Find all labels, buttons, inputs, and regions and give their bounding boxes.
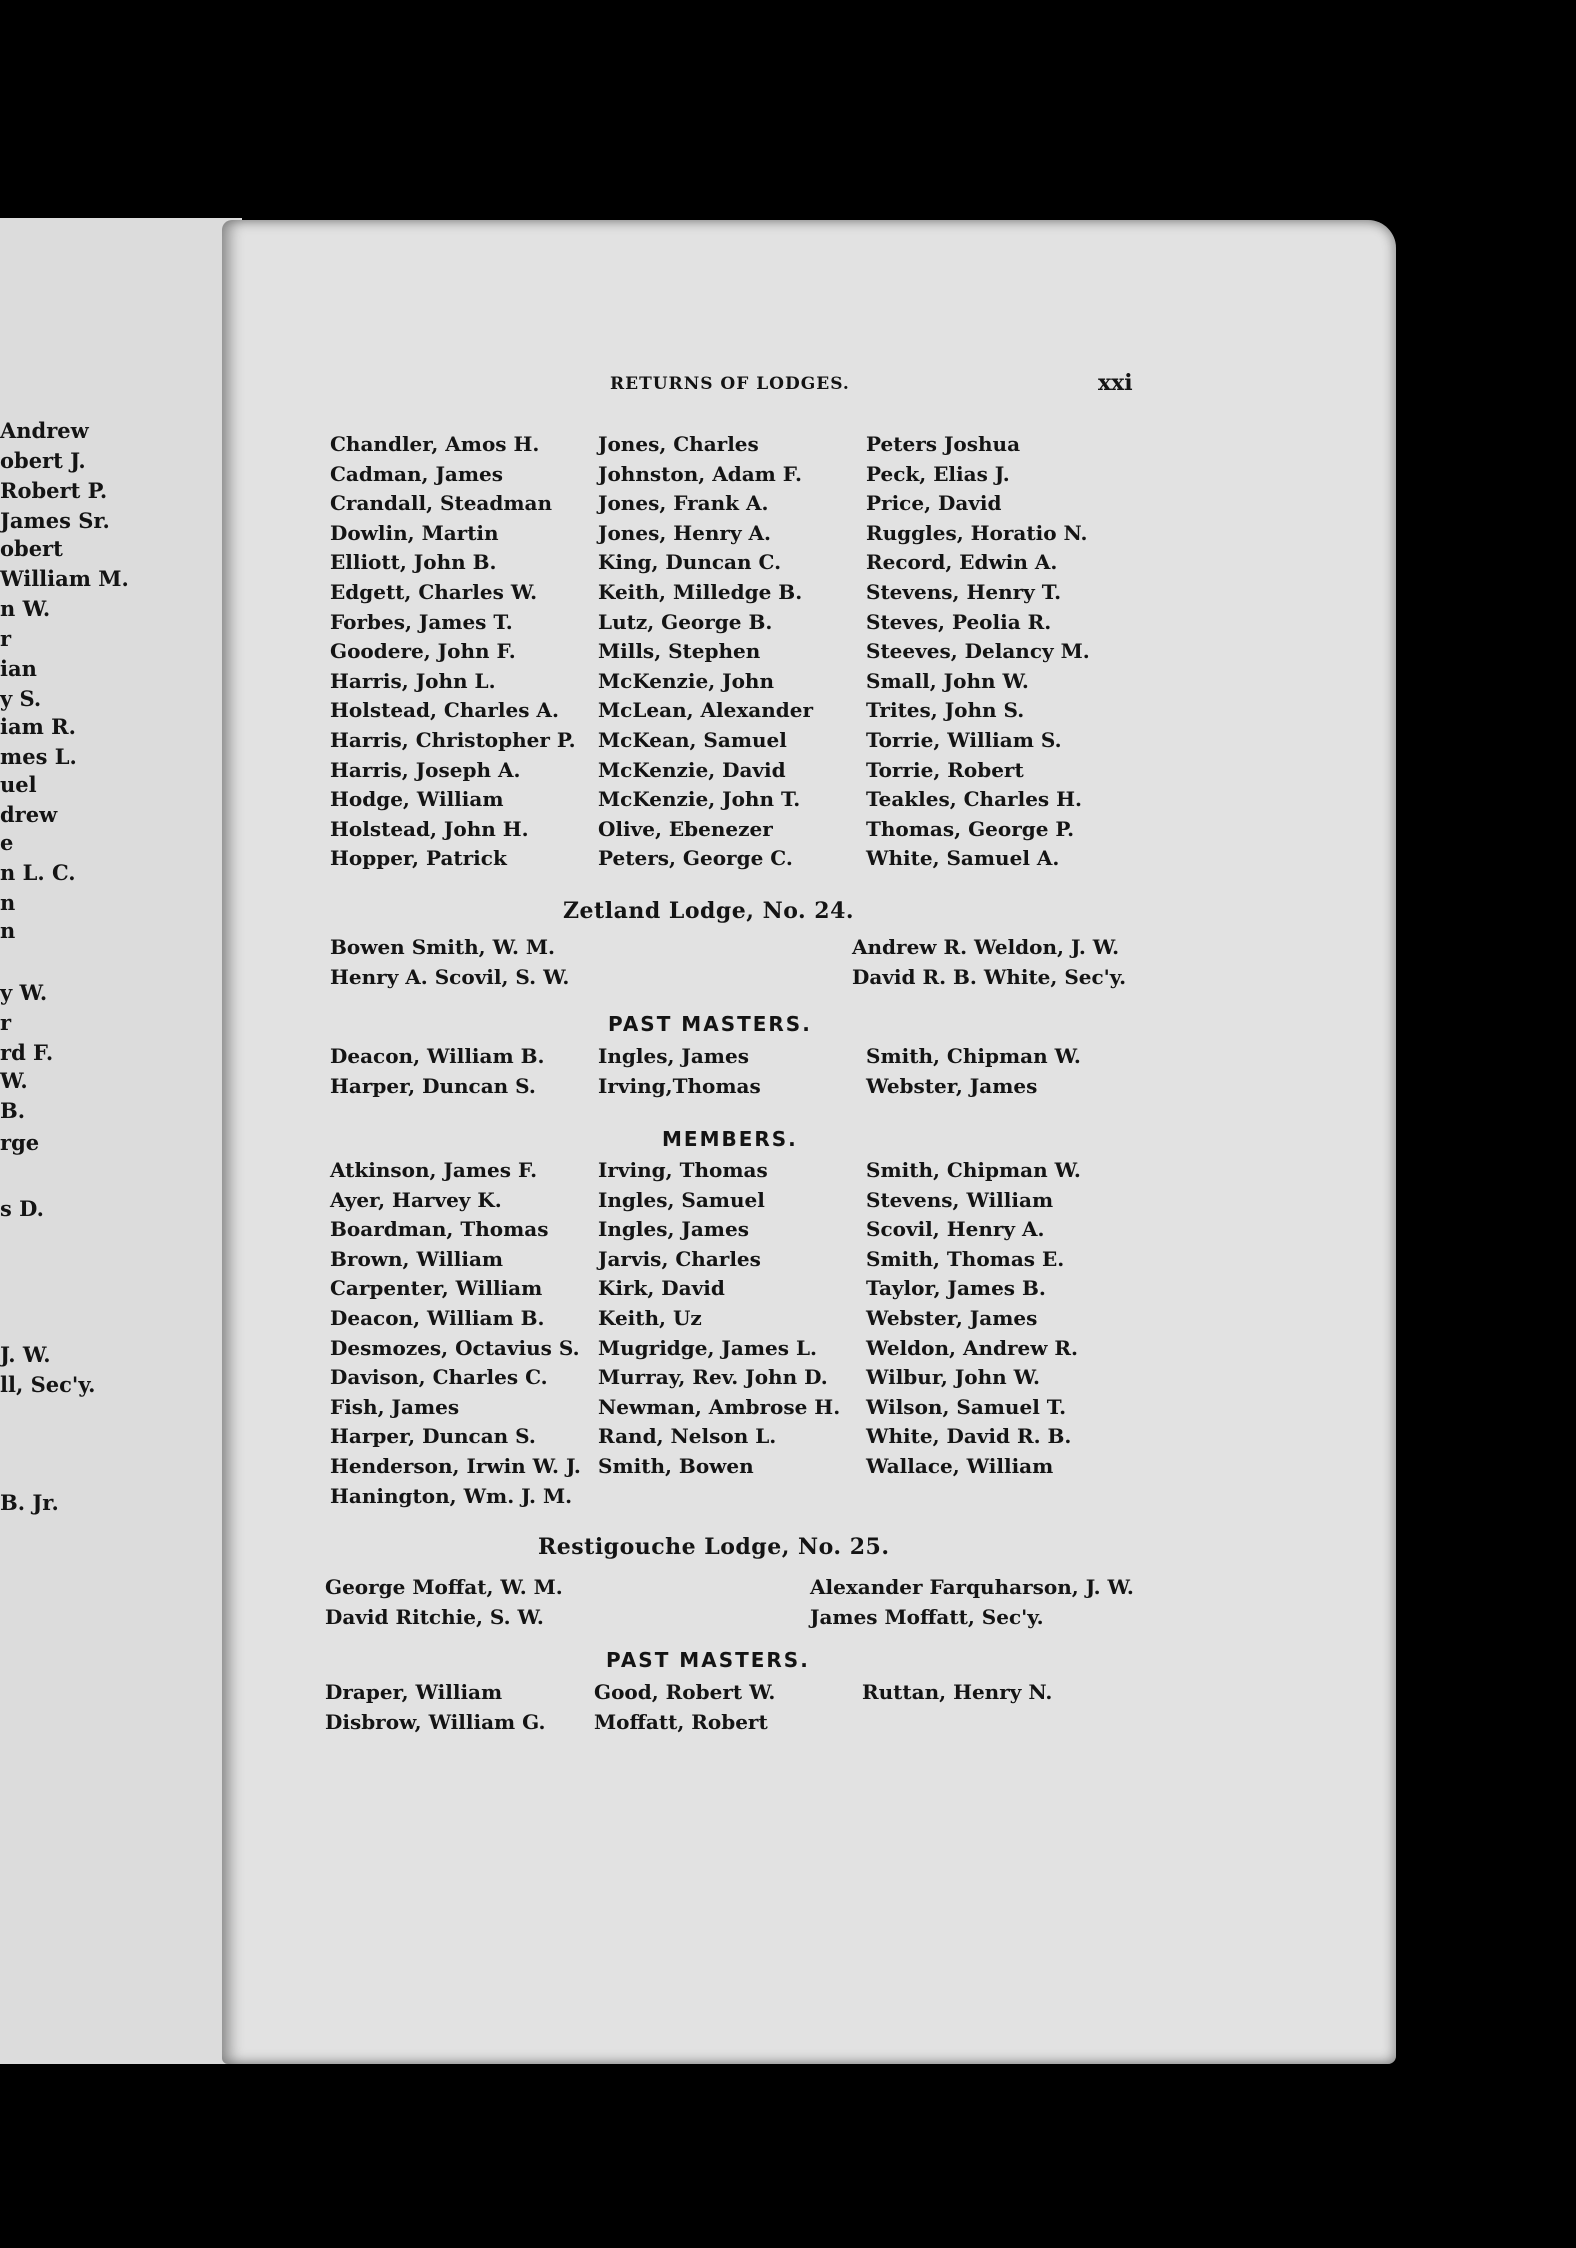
name-entry: Deacon, William B. xyxy=(330,1305,545,1330)
zetland-members-col1 xyxy=(330,1156,581,1511)
name-entry: Rand, Nelson L. xyxy=(598,1424,777,1449)
name-entry: Disbrow, William G. xyxy=(325,1709,546,1734)
name-entry: Steeves, Delancy M. xyxy=(866,639,1090,664)
name-entry: Peters Joshua xyxy=(866,432,1021,456)
name-entry: Irving, Thomas xyxy=(598,1158,768,1182)
name-entry: McKenzie, David xyxy=(598,757,786,782)
restigouche-junior-warden: Alexander Farquharson, J. W. xyxy=(810,1575,1134,1599)
name-entry: Smith, Thomas E. xyxy=(866,1246,1065,1271)
name-entry: Fish, James xyxy=(330,1394,460,1419)
zetland-secretary: David R. B. White, Sec'y. xyxy=(852,965,1127,989)
left-page-text: obert xyxy=(0,536,63,561)
left-page-text: Andrew xyxy=(0,418,89,443)
name-entry: Ingles, Samuel xyxy=(598,1187,765,1212)
zetland-worshipful-master: Bowen Smith, W. M. xyxy=(330,935,555,959)
left-page-text: drew xyxy=(0,802,58,827)
name-entry: Torrie, Robert xyxy=(866,757,1024,782)
page-number: xxi xyxy=(1098,370,1133,396)
left-page-text: mes L. xyxy=(0,744,77,769)
lodge-heading-restigouche: Restigouche Lodge, No. 25. xyxy=(538,1534,890,1560)
name-entry: Atkinson, James F. xyxy=(330,1158,538,1182)
name-entry: Keith, Milledge B. xyxy=(598,579,803,604)
left-page-text: n xyxy=(0,918,16,943)
name-entry: Edgett, Charles W. xyxy=(330,579,538,604)
name-entry: Jones, Charles xyxy=(598,432,759,456)
left-page-text: e xyxy=(0,830,14,855)
name-entry: Johnston, Adam F. xyxy=(598,461,802,486)
name-entry: Ingles, James xyxy=(598,1044,749,1068)
zetland-members-heading: MEMBERS. xyxy=(662,1127,798,1151)
name-entry: Good, Robert W. xyxy=(594,1680,776,1704)
left-page-text: y W. xyxy=(0,980,48,1005)
name-entry: Jarvis, Charles xyxy=(598,1246,761,1271)
name-entry: McKenzie, John xyxy=(598,668,775,693)
name-entry: Cadman, James xyxy=(330,461,504,486)
left-page-text: n L. C. xyxy=(0,860,76,885)
name-entry: Weldon, Andrew R. xyxy=(866,1335,1079,1360)
name-entry: Steves, Peolia R. xyxy=(866,609,1052,634)
zetland-senior-warden: Henry A. Scovil, S. W. xyxy=(330,965,570,989)
name-entry: McLean, Alexander xyxy=(598,698,814,723)
left-page-text: iam R. xyxy=(0,714,76,739)
name-entry: Murray, Rev. John D. xyxy=(598,1365,828,1390)
lodge-heading-zetland: Zetland Lodge, No. 24. xyxy=(563,898,855,924)
name-entry: Jones, Frank A. xyxy=(598,491,769,516)
left-page-text: B. Jr. xyxy=(0,1490,59,1515)
name-entry: Jones, Henry A. xyxy=(598,520,772,545)
name-entry: Stevens, William xyxy=(866,1187,1054,1212)
name-entry: Irving,Thomas xyxy=(598,1073,761,1098)
name-entry: Torrie, William S. xyxy=(866,727,1062,752)
left-page-text: s D. xyxy=(0,1196,44,1221)
top-members-col2 xyxy=(598,430,813,874)
name-entry: Harris, John L. xyxy=(330,668,496,693)
left-page-text: James Sr. xyxy=(0,508,110,533)
name-entry: Price, David xyxy=(866,491,1002,516)
name-entry: Davison, Charles C. xyxy=(330,1365,548,1390)
name-entry: Deacon, William B. xyxy=(330,1044,545,1068)
zetland-members-col3 xyxy=(866,1156,1081,1482)
name-entry: Crandall, Steadman xyxy=(330,491,553,516)
name-entry: Carpenter, William xyxy=(330,1276,543,1301)
name-entry: Brown, William xyxy=(330,1246,504,1271)
zetland-junior-warden: Andrew R. Weldon, J. W. xyxy=(852,935,1120,959)
name-entry: Wilson, Samuel T. xyxy=(866,1394,1067,1419)
name-entry: McKenzie, John T. xyxy=(598,787,801,812)
restigouche-past-masters-col3 xyxy=(862,1678,1052,1708)
restigouche-secretary: James Moffatt, Sec'y. xyxy=(810,1605,1044,1629)
name-entry: Chandler, Amos H. xyxy=(330,432,540,456)
restigouche-senior-warden: David Ritchie, S. W. xyxy=(325,1605,544,1629)
name-entry: Dowlin, Martin xyxy=(330,520,499,545)
left-page-text: ian xyxy=(0,656,37,681)
left-page-fragment xyxy=(0,218,242,2064)
name-entry: Small, John W. xyxy=(866,668,1029,693)
name-entry: Smith, Chipman W. xyxy=(866,1158,1081,1182)
name-entry: Keith, Uz xyxy=(598,1305,702,1330)
zetland-past-masters-col3 xyxy=(866,1042,1081,1101)
top-members-col3 xyxy=(866,430,1090,874)
left-page-text: W. xyxy=(0,1068,28,1093)
restigouche-past-masters-heading: PAST MASTERS. xyxy=(606,1648,810,1672)
name-entry: Peck, Elias J. xyxy=(866,461,1010,486)
name-entry: Hodge, William xyxy=(330,787,504,812)
name-entry: Moffatt, Robert xyxy=(594,1709,768,1734)
left-page-text: y S. xyxy=(0,686,42,711)
name-entry: Mills, Stephen xyxy=(598,639,761,664)
name-entry: Thomas, George P. xyxy=(866,816,1075,841)
name-entry: Hanington, Wm. J. M. xyxy=(330,1483,573,1508)
name-entry: King, Duncan C. xyxy=(598,550,782,575)
name-entry: Ruggles, Horatio N. xyxy=(866,520,1088,545)
name-entry: Wallace, William xyxy=(866,1453,1054,1478)
left-page-text: B. xyxy=(0,1098,26,1123)
left-page-text: n xyxy=(0,890,16,915)
name-entry: Olive, Ebenezer xyxy=(598,816,773,841)
name-entry: Ruttan, Henry N. xyxy=(862,1680,1053,1704)
left-page-text: Robert P. xyxy=(0,478,108,503)
name-entry: Stevens, Henry T. xyxy=(866,579,1062,604)
name-entry: Taylor, James B. xyxy=(866,1276,1046,1301)
restigouche-past-masters-col2 xyxy=(594,1678,775,1737)
name-entry: Holstead, Charles A. xyxy=(330,698,559,723)
name-entry: White, David R. B. xyxy=(866,1424,1072,1449)
name-entry: Henderson, Irwin W. J. xyxy=(330,1453,581,1478)
name-entry: Kirk, David xyxy=(598,1276,725,1301)
name-entry: Mugridge, James L. xyxy=(598,1335,817,1360)
name-entry: Draper, William xyxy=(325,1680,503,1704)
name-entry: Smith, Bowen xyxy=(598,1453,754,1478)
left-page-text: William M. xyxy=(0,566,129,591)
zetland-past-masters-heading: PAST MASTERS. xyxy=(608,1012,812,1036)
name-entry: Ayer, Harvey K. xyxy=(330,1187,502,1212)
left-page-text: rd F. xyxy=(0,1040,54,1065)
running-title: RETURNS OF LODGES. xyxy=(610,374,850,394)
name-entry: Hopper, Patrick xyxy=(330,846,507,871)
name-entry: Harris, Joseph A. xyxy=(330,757,521,782)
name-entry: Elliott, John B. xyxy=(330,550,497,575)
name-entry: Goodere, John F. xyxy=(330,639,516,664)
zetland-members-col2 xyxy=(598,1156,840,1482)
name-entry: McKean, Samuel xyxy=(598,727,787,752)
name-entry: Harper, Duncan S. xyxy=(330,1073,536,1098)
name-entry: Harris, Christopher P. xyxy=(330,727,576,752)
left-page-text: J. W. xyxy=(0,1342,51,1367)
name-entry: Peters, George C. xyxy=(598,846,793,871)
name-entry: Holstead, John H. xyxy=(330,816,529,841)
name-entry: Desmozes, Octavius S. xyxy=(330,1335,580,1360)
zetland-past-masters-col2 xyxy=(598,1042,761,1101)
name-entry: White, Samuel A. xyxy=(866,846,1060,871)
restigouche-past-masters-col1 xyxy=(325,1678,546,1737)
name-entry: Boardman, Thomas xyxy=(330,1217,549,1242)
name-entry: Webster, James xyxy=(866,1073,1038,1098)
left-page-text: r xyxy=(0,626,12,651)
left-page-text: r xyxy=(0,1010,12,1035)
name-entry: Wilbur, John W. xyxy=(866,1365,1040,1390)
name-entry: Newman, Ambrose H. xyxy=(598,1394,841,1419)
zetland-past-masters-col1 xyxy=(330,1042,544,1101)
name-entry: Harper, Duncan S. xyxy=(330,1424,536,1449)
name-entry: Ingles, James xyxy=(598,1217,749,1242)
name-entry: Smith, Chipman W. xyxy=(866,1044,1081,1068)
name-entry: Trites, John S. xyxy=(866,698,1025,723)
left-page-text: uel xyxy=(0,772,37,797)
top-members-col1 xyxy=(330,430,576,874)
left-page-text: ll, Sec'y. xyxy=(0,1372,96,1397)
left-page-text: obert J. xyxy=(0,448,86,473)
name-entry: Webster, James xyxy=(866,1305,1038,1330)
restigouche-worshipful-master: George Moffat, W. M. xyxy=(325,1575,563,1599)
name-entry: Record, Edwin A. xyxy=(866,550,1058,575)
name-entry: Forbes, James T. xyxy=(330,609,513,634)
left-page-text: n W. xyxy=(0,596,51,621)
name-entry: Lutz, George B. xyxy=(598,609,773,634)
left-page-text: rge xyxy=(0,1130,40,1155)
name-entry: Teakles, Charles H. xyxy=(866,787,1082,812)
name-entry: Scovil, Henry A. xyxy=(866,1217,1045,1242)
